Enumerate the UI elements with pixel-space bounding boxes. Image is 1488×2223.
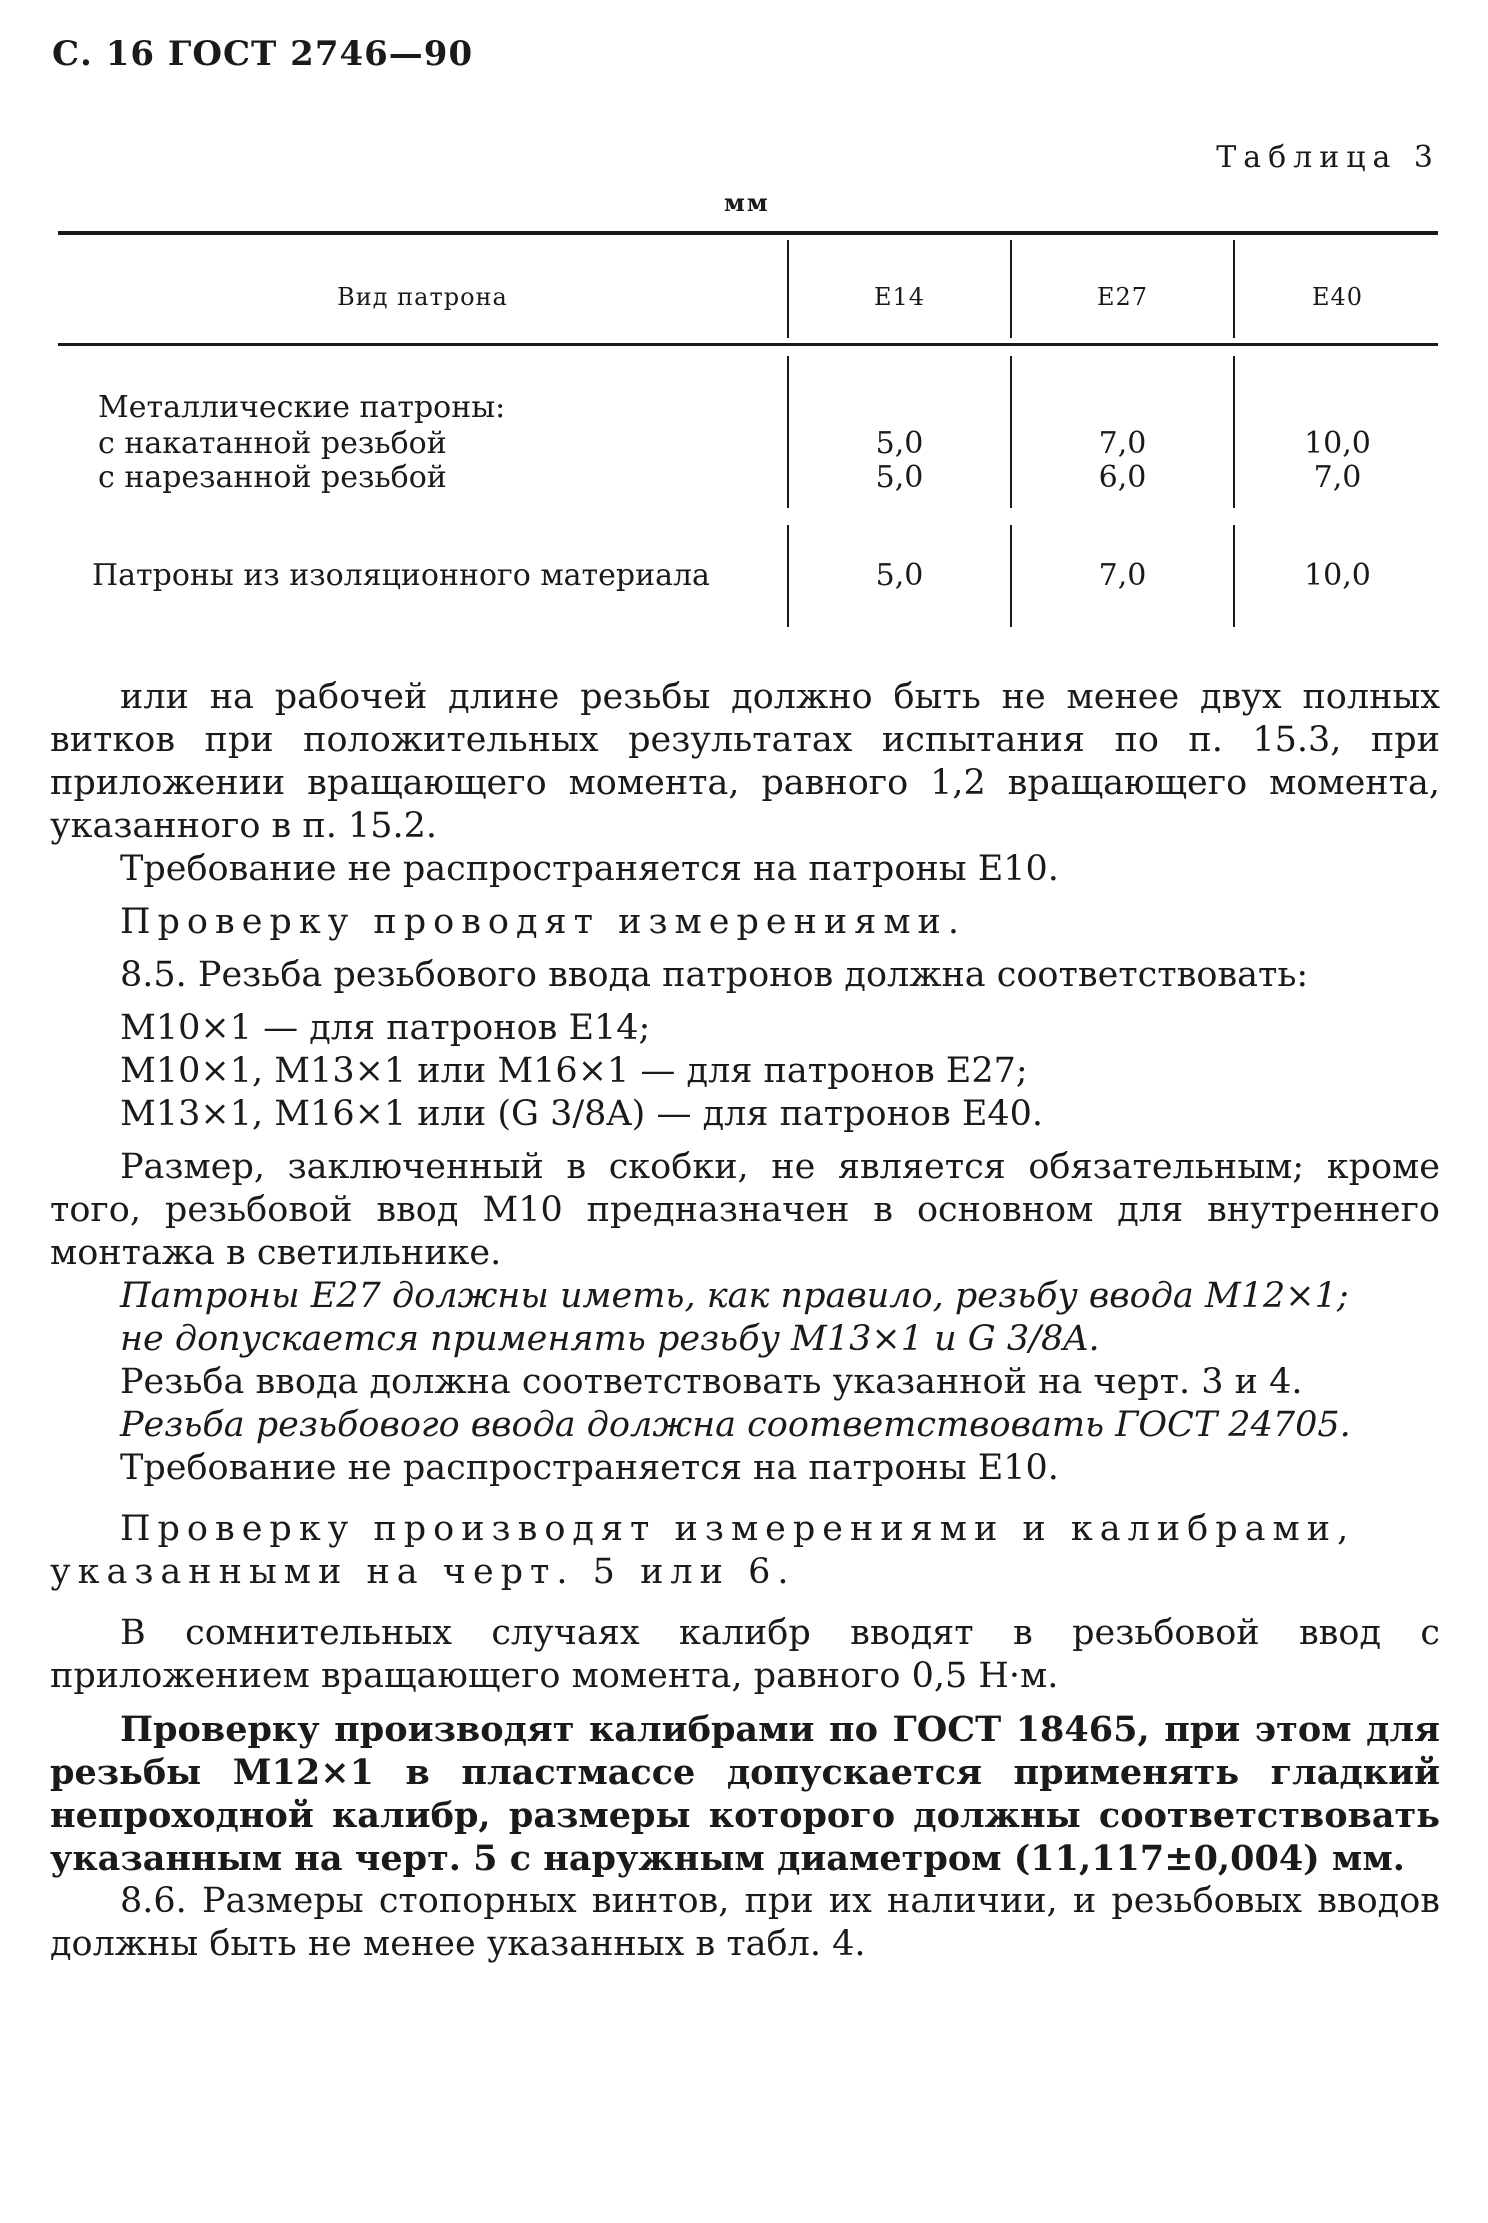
table-cell: 6,0 xyxy=(1098,460,1147,495)
body-text xyxy=(50,676,1440,1966)
column-header: Вид патрона xyxy=(337,283,508,311)
table-units: мм xyxy=(724,188,770,217)
column-header: E27 xyxy=(1096,283,1149,311)
row-label: Патроны из изоляционного материала xyxy=(92,558,710,593)
column-header: E40 xyxy=(1311,283,1364,311)
thread-formula: M10×1 — для патронов E14; xyxy=(120,1008,651,1048)
table-cell: 7,0 xyxy=(1098,426,1147,461)
table-cell: 5,0 xyxy=(875,558,924,593)
section-8-6: 8.6. Размеры стопорных винтов, при их наличии, и резьбовых вводов должны быть не менее указанных в табл. 4. xyxy=(50,1881,1440,1964)
table-cell: 10,0 xyxy=(1304,558,1371,593)
paragraph-italic: не допускается применять резьбу M13×1 и G 3/8A. xyxy=(120,1319,1100,1359)
paragraph: или на рабочей длине резьбы должно быть не менее двух полных витков при положительных результатах испытания по п. 15.3, при приложении вращающего момента, равного 1,2 вращающего момента, указанного в п. 15.2. xyxy=(50,677,1440,846)
table-cell: 7,0 xyxy=(1313,460,1362,495)
paragraph-italic: Резьба резьбового ввода должна соответствовать ГОСТ 24705. xyxy=(120,1405,1351,1445)
table-cell: 5,0 xyxy=(875,426,924,461)
paragraph: Требование не распространяется на патроны E10. xyxy=(120,1448,1059,1488)
table-header-rule xyxy=(58,343,1438,346)
paragraph: Размер, заключенный в скобки, не является обязательным; кроме того, резьбовой ввод M10 предназначен в основном для внутреннего монтажа в светильнике. xyxy=(50,1147,1440,1273)
paragraph-bold: Проверку производят калибрами по ГОСТ 18465, при этом для резьбы M12×1 в пластмассе допускается применять гладкий непроходной калибр, размеры которого должны соответствовать указанным на черт. 5 с наружным диаметром (11,117±0,004) мм. xyxy=(50,1709,1440,1879)
paragraph: В сомнительных случаях калибр вводят в резьбовой ввод с приложением вращающего момента, равного 0,5 Н·м. xyxy=(50,1613,1440,1696)
section-8-5-intro: 8.5. Резьба резьбового ввода патронов должна соответствовать: xyxy=(120,955,1309,995)
table-group-title: Металлические патроны: xyxy=(98,390,506,425)
table-label: Таблица 3 xyxy=(1216,140,1440,175)
page-header: С. 16 ГОСТ 2746—90 xyxy=(52,34,474,74)
column-header: E14 xyxy=(873,283,926,311)
table-top-rule xyxy=(58,231,1438,235)
thread-formula: M10×1, M13×1 или M16×1 — для патронов E27; xyxy=(120,1051,1028,1091)
table-cell: 7,0 xyxy=(1098,558,1147,593)
row-label: с нарезанной резьбой xyxy=(98,460,447,495)
paragraph-italic: Патроны E27 должны иметь, как правило, резьбу ввода M12×1; xyxy=(120,1276,1349,1316)
row-label: с накатанной резьбой xyxy=(98,426,447,461)
paragraph: Проверку производят измерениями и калибрами, указанными на черт. 5 или 6. xyxy=(50,1509,1356,1592)
table-cell: 10,0 xyxy=(1304,426,1371,461)
paragraph: Требование не распространяется на патроны E10. xyxy=(120,849,1059,889)
table-cell: 5,0 xyxy=(875,460,924,495)
thread-formula: M13×1, M16×1 или (G 3/8A) — для патронов E40. xyxy=(120,1094,1044,1134)
paragraph: Проверку проводят измерениями. xyxy=(120,902,966,942)
paragraph: Резьба ввода должна соответствовать указанной на черт. 3 и 4. xyxy=(120,1362,1303,1402)
